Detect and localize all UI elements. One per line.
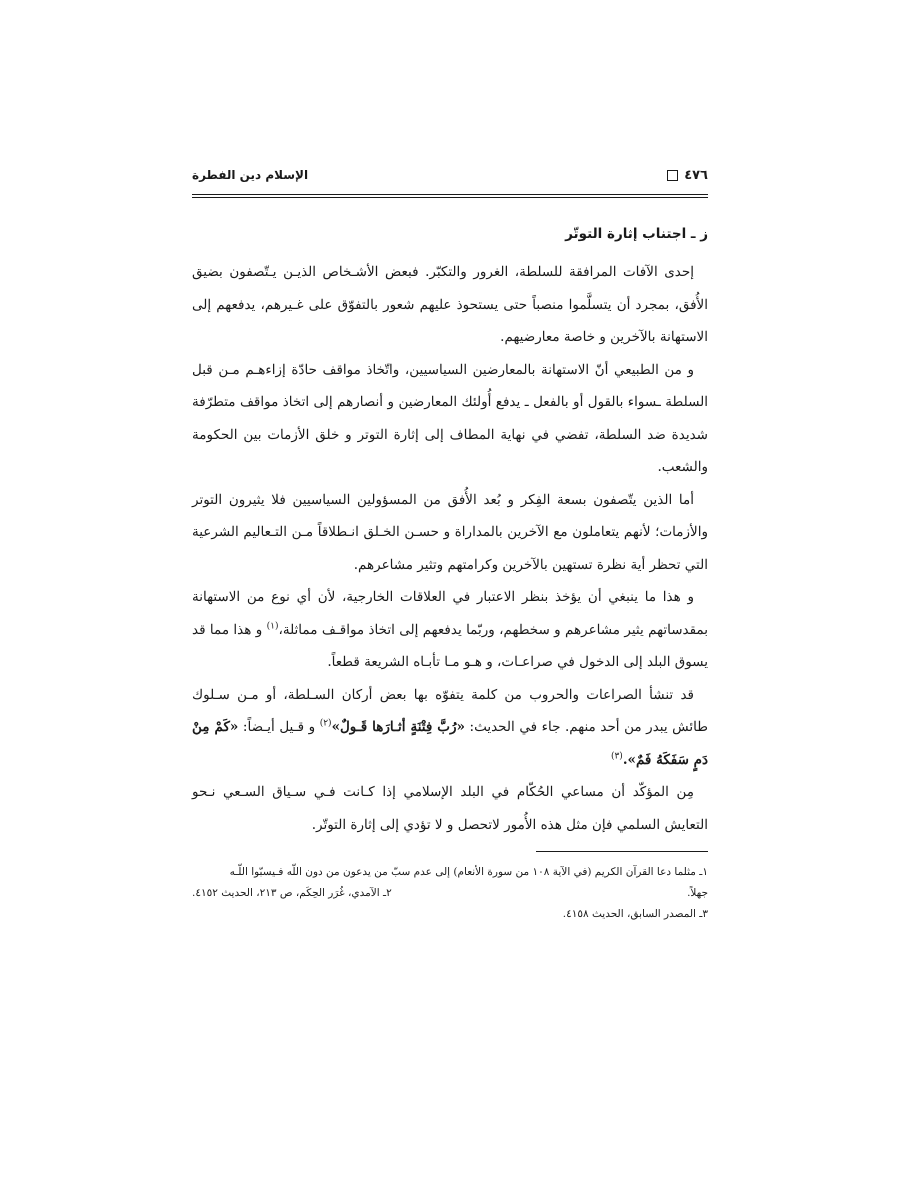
paragraph-6: مِن المؤكّد أن مساعي الحُكّام في البلد الإسلامي إذا كـانت فـي سـياق السـعي نـحو التعايش السلمي فإن مثل هذه الأُمور لاتحصل و لا تؤدي إلى إثارة التوتّر. <box>192 784 708 833</box>
page-header <box>192 160 708 190</box>
page-number-group <box>667 168 708 183</box>
footnote-2: ٢ـ الآمدي، غُرَر الحِكَم، ص ٢١٣، الحديث ٤١٥٢. <box>192 887 392 899</box>
footnote-1-line-2: جهلاً. <box>687 887 708 899</box>
footnote-ref-1: (١) <box>266 621 279 631</box>
footnote-ref-3: (٣) <box>610 751 623 761</box>
footnote-spacer <box>392 883 687 904</box>
paragraph-3: أما الذين يتّصفون بسعة الفِكر و بُعد الأُفق من المسؤولين السياسيين فلا يثيرون التوتر والأزمات؛ لأنهم يتعاملون مع الآخرين بالمداراة و حسـن الخـلق انـطلاقاً مـن التـعاليم الشرعية التي تحظر أية نظرة تستهين بالآخرين وكرامتهم وتثير مشاعرهم. <box>192 491 708 573</box>
running-head: الإسلام دين الفطرة <box>192 168 309 182</box>
paragraph-1: إحدى الآفات المرافقة للسلطة، الغرور والتكبّر. فبعض الأشـخاص الذيـن يـتّصفون بضيق الأُفق، بمجرد أن يتسلَّموا منصباً حتى يستحوذ عليهم شعور بالتفوّق على غـيرهم، يدفعهم إلى الاستهانة بالآخرين و خاصة معارضيهم. <box>192 264 708 345</box>
paragraph-4-text-b: و هذا مما قد يسوق البلد إلى الدخول في صراعـات، و هـو مـا تأبـاه الشريعة قطعاً. <box>192 621 708 670</box>
footnote-1-line-1: ١ـ مثلما دعا القرآن الكريم (في الآية ١٠٨ من سورة الأنعام) إلى عدم سبّ من يدعون من دون اللّه فـيسبّوا اللّـه <box>229 866 708 878</box>
header-rule-thick <box>192 194 708 195</box>
header-rule-thin <box>192 197 708 198</box>
paragraph-5 <box>192 679 708 777</box>
paragraph-5-text-b: و قـيل أيـضاً: <box>238 719 320 735</box>
footnote-row <box>192 883 708 904</box>
footnotes <box>192 851 708 925</box>
book-page <box>192 160 708 925</box>
hadith-quote-2: «كَمْ مِنْ دَمٍ سَفَكَهُ فَمٌ». <box>192 719 708 768</box>
square-bullet-icon <box>667 170 678 181</box>
footnote-rule <box>536 851 708 852</box>
hadith-quote-1: «رُبَّ فِتْنَةٍ أثـارَها قَـولٌ» <box>331 719 465 735</box>
paragraph-5-text-a: قد تنشأ الصراعات والحروب من كلمة يتفوّه بها بعض أركان السـلطة، أو مـن سـلوك طائش يبدر من أحد منهم. جاء في الحديث: <box>192 686 709 735</box>
page-number: ٤٧٦ <box>684 168 708 183</box>
footnote-ref-2: (٢) <box>319 718 332 729</box>
paragraph-2: و من الطبيعي أنّ الاستهانة بالمعارضين السياسيين، واتّخاذ مواقف حادّة إزاءهـم مـن قبل السلطة ـسواء بالقول أو بالفعل ـ يدفع أُولئك المعارضين و أنصارهم إلى اتخاذ مواقف متطرّفة شديدة ضد السلطة، تفضي في نهاية المطاف إلى إثارة التوتر و خلق الأزمات بين الحكومة والشعب. <box>192 361 708 475</box>
paragraph-4-text-a: و هذا ما ينبغي أن يؤخذ بنظر الاعتبار في العلاقات الخارجية، لأن أي نوع من الاستهانة بمقدساتهم يثير مشاعرهم و سخطهم، وربّما يدفعهم إلى اتخاذ مواقـف مماثلة، <box>192 589 708 638</box>
footnote-3: ٣ـ المصدر السابق، الحديث ٤١٥٨. <box>562 908 708 920</box>
paragraph-4 <box>192 581 708 679</box>
section-title: ز ـ اجتناب إثارة التوتّر <box>565 226 708 242</box>
